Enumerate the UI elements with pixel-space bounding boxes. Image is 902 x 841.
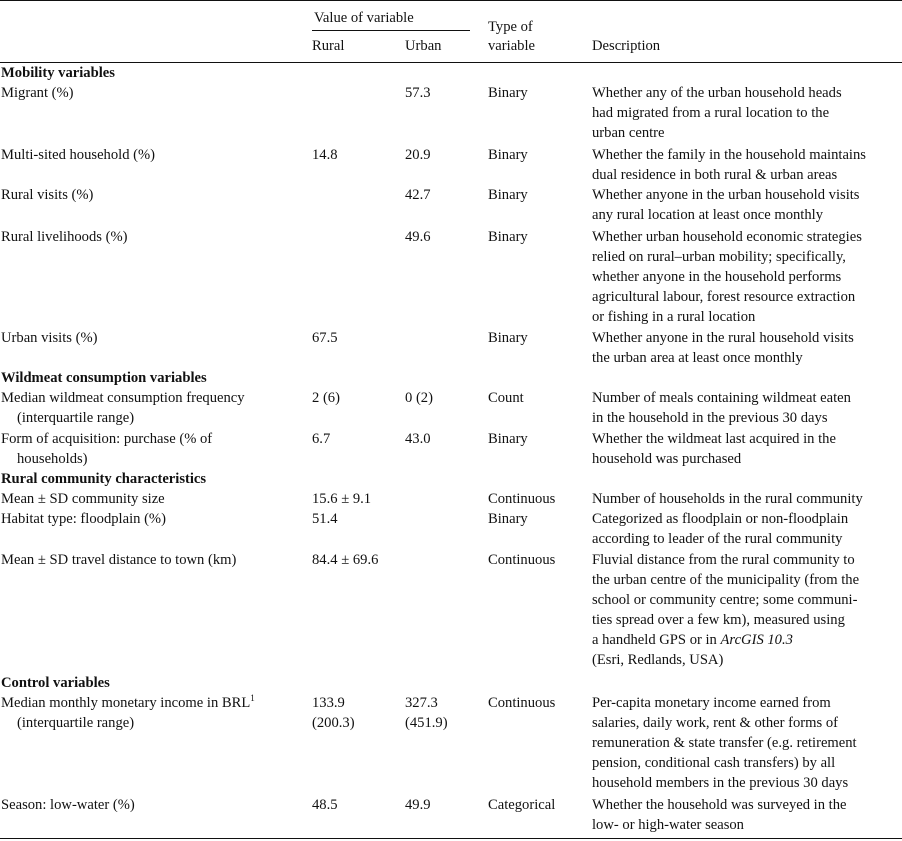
row-rural-livelihoods-desc-3: whether anyone in the household performs xyxy=(592,269,842,285)
section-wildmeat: Wildmeat consumption variables xyxy=(1,370,207,386)
row-income-variable-text: Median monthly monetary income in BRL xyxy=(1,695,251,711)
row-urban-visits-desc-1: Whether anyone in the rural household visits xyxy=(592,330,854,346)
row-income-desc-1: Per-capita monetary income earned from xyxy=(592,695,831,711)
row-rural-livelihoods-desc-1: Whether urban household economic strategies xyxy=(592,229,862,245)
row-acquisition-urban: 43.0 xyxy=(405,431,431,447)
row-consumption-freq-urban: 0 (2) xyxy=(405,390,433,406)
row-consumption-freq-desc-2: in the household in the previous 30 days xyxy=(592,410,828,426)
row-acquisition-desc-2: household was purchased xyxy=(592,451,742,467)
row-season-desc-2: low- or high-water season xyxy=(592,817,744,833)
row-migrant-type: Binary xyxy=(488,85,528,101)
row-travel-desc-2: the urban centre of the municipality (from the xyxy=(592,572,860,588)
row-travel-rural: 84.4 ± 69.6 xyxy=(312,552,379,568)
row-rural-visits-desc-1: Whether anyone in the urban household visits xyxy=(592,187,860,203)
row-migrant-desc-3: urban centre xyxy=(592,125,665,141)
row-multisited-urban: 20.9 xyxy=(405,147,431,163)
row-travel-desc-3: school or community centre; some communi- xyxy=(592,592,858,608)
row-community-size-desc-1: Number of households in the rural community xyxy=(592,491,863,507)
row-consumption-freq-type: Count xyxy=(488,390,524,406)
section-mobility: Mobility variables xyxy=(1,65,115,81)
row-migrant-urban: 57.3 xyxy=(405,85,431,101)
row-rural-visits-type: Binary xyxy=(488,187,528,203)
row-travel-type: Continuous xyxy=(488,552,556,568)
row-multisited-rural: 14.8 xyxy=(312,147,338,163)
row-community-size-rural: 15.6 ± 9.1 xyxy=(312,491,372,507)
table-top-rule xyxy=(0,0,902,1)
row-season-variable: Season: low-water (%) xyxy=(1,797,135,813)
header-value-of-variable: Value of variable xyxy=(314,10,414,26)
row-consumption-freq-desc-1: Number of meals containing wildmeat eaten xyxy=(592,390,851,406)
row-season-urban: 49.9 xyxy=(405,797,431,813)
row-consumption-freq-rural: 2 (6) xyxy=(312,390,340,406)
row-consumption-freq-variable-2: (interquartile range) xyxy=(17,410,135,426)
row-income-desc-3: remuneration & state transfer (e.g. retirement xyxy=(592,735,857,751)
row-urban-visits-desc-2: the urban area at least once monthly xyxy=(592,350,803,366)
row-income-desc-4: pension, conditional cash transfers) by all xyxy=(592,755,836,771)
row-income-variable-2: (interquartile range) xyxy=(17,715,135,731)
row-rural-livelihoods-variable: Rural livelihoods (%) xyxy=(1,229,128,245)
row-migrant-desc-2: had migrated from a rural location to the xyxy=(592,105,830,121)
row-season-desc-1: Whether the household was surveyed in the xyxy=(592,797,847,813)
row-multisited-type: Binary xyxy=(488,147,528,163)
row-income-variable xyxy=(1,694,255,713)
row-urban-visits-variable: Urban visits (%) xyxy=(1,330,98,346)
row-rural-livelihoods-desc-4: agricultural labour, forest resource extraction xyxy=(592,289,856,305)
row-rural-livelihoods-desc-5: or fishing in a rural location xyxy=(592,309,756,325)
row-travel-desc-italic: ArcGIS 10.3 xyxy=(720,632,793,648)
row-travel-desc-4: ties spread over a few km), measured using xyxy=(592,612,845,628)
row-consumption-freq-variable-1: Median wildmeat consumption frequency xyxy=(1,390,245,406)
header-bottom-rule xyxy=(0,62,902,63)
row-community-size-type: Continuous xyxy=(488,491,556,507)
footnote-marker: 1 xyxy=(250,693,255,703)
row-travel-desc-5 xyxy=(592,631,793,650)
row-acquisition-type: Binary xyxy=(488,431,528,447)
row-rural-visits-urban: 42.7 xyxy=(405,187,431,203)
row-income-rural-1: 133.9 xyxy=(312,695,345,711)
row-rural-livelihoods-type: Binary xyxy=(488,229,528,245)
row-rural-livelihoods-desc-2: relied on rural–urban mobility; specifically, xyxy=(592,249,846,265)
row-migrant-desc-1: Whether any of the urban household heads xyxy=(592,85,842,101)
row-rural-visits-variable: Rural visits (%) xyxy=(1,187,94,203)
row-multisited-variable: Multi-sited household (%) xyxy=(1,147,156,163)
row-habitat-rural: 51.4 xyxy=(312,511,338,527)
row-travel-variable: Mean ± SD travel distance to town (km) xyxy=(1,552,237,568)
row-income-urban-1: 327.3 xyxy=(405,695,438,711)
row-acquisition-rural: 6.7 xyxy=(312,431,331,447)
row-acquisition-desc-1: Whether the wildmeat last acquired in the xyxy=(592,431,836,447)
row-rural-livelihoods-urban: 49.6 xyxy=(405,229,431,245)
row-community-size-variable: Mean ± SD community size xyxy=(1,491,165,507)
row-income-desc-5: household members in the previous 30 days xyxy=(592,775,849,791)
row-travel-desc-1: Fluvial distance from the rural community to xyxy=(592,552,855,568)
row-urban-visits-type: Binary xyxy=(488,330,528,346)
header-type-line2: variable xyxy=(488,38,535,54)
row-habitat-desc-1: Categorized as floodplain or non-floodplain xyxy=(592,511,849,527)
header-urban: Urban xyxy=(405,38,442,54)
row-income-urban-2: (451.9) xyxy=(405,715,448,731)
header-rural: Rural xyxy=(312,38,345,54)
row-multisited-desc-1: Whether the family in the household maintains xyxy=(592,147,866,163)
header-description: Description xyxy=(592,38,661,54)
row-season-type: Categorical xyxy=(488,797,556,813)
section-community: Rural community characteristics xyxy=(1,471,207,487)
row-income-rural-2: (200.3) xyxy=(312,715,355,731)
row-urban-visits-rural: 67.5 xyxy=(312,330,338,346)
row-rural-visits-desc-2: any rural location at least once monthly xyxy=(592,207,823,223)
row-travel-desc-6: (Esri, Redlands, USA) xyxy=(592,652,724,668)
header-type-line1: Type of xyxy=(488,19,533,35)
table-bottom-rule xyxy=(0,838,902,839)
row-habitat-variable: Habitat type: floodplain (%) xyxy=(1,511,166,527)
row-travel-desc-5-text: a handheld GPS or in xyxy=(592,632,717,648)
row-season-rural: 48.5 xyxy=(312,797,338,813)
row-migrant-variable: Migrant (%) xyxy=(1,85,74,101)
row-acquisition-variable-1: Form of acquisition: purchase (% of xyxy=(1,431,213,447)
row-income-type: Continuous xyxy=(488,695,556,711)
row-habitat-type: Binary xyxy=(488,511,528,527)
section-control: Control variables xyxy=(1,675,110,691)
row-income-desc-2: salaries, daily work, rent & other forms of xyxy=(592,715,838,731)
row-habitat-desc-2: according to leader of the rural community xyxy=(592,531,843,547)
row-multisited-desc-2: dual residence in both rural & urban areas xyxy=(592,167,838,183)
value-of-variable-spanner-rule xyxy=(312,30,470,31)
row-acquisition-variable-2: households) xyxy=(17,451,88,467)
